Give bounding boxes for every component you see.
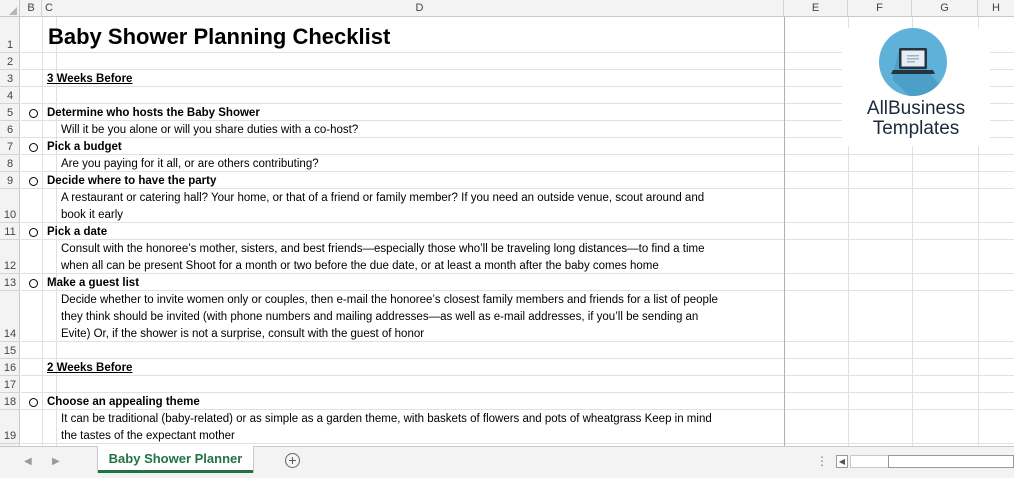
column-header-g[interactable]: G <box>912 0 978 17</box>
row-header[interactable]: 17 <box>0 376 20 393</box>
row-header[interactable]: 3 <box>0 70 20 87</box>
sheet-tab-baby-shower-planner[interactable]: Baby Shower Planner <box>98 446 253 473</box>
column-header-c[interactable]: C <box>45 2 53 14</box>
section-heading-2-weeks: 2 Weeks Before <box>47 362 133 374</box>
select-all-corner[interactable] <box>0 0 20 17</box>
row-header[interactable]: 18 <box>0 393 20 410</box>
checkbox-circle-icon[interactable] <box>29 109 38 118</box>
row-header[interactable]: 8 <box>0 155 20 172</box>
row-header[interactable]: 10 <box>0 189 20 223</box>
column-header-b[interactable]: B <box>21 0 42 17</box>
row-header[interactable]: 2 <box>0 53 20 70</box>
more-options-icon[interactable]: ⋮ <box>816 454 828 468</box>
page-title: Baby Shower Planning Checklist <box>48 24 391 49</box>
checkbox-circle-icon[interactable] <box>29 228 38 237</box>
allbusiness-templates-logo <box>842 28 990 146</box>
row-header[interactable]: 7 <box>0 138 20 155</box>
task-detail: when all can be present Shoot for a month or two before the due date, or at least a month after the baby comes home <box>61 260 659 272</box>
row-header[interactable]: 5 <box>0 104 20 121</box>
section-heading-3-weeks: 3 Weeks Before <box>47 73 133 85</box>
row-header[interactable]: 16 <box>0 359 20 376</box>
task-label: Pick a budget <box>47 141 122 153</box>
scroll-tabs-left-icon[interactable]: ◀ <box>24 456 32 467</box>
task-detail: Will it be you alone or will you share duties with a co-host? <box>61 124 359 136</box>
scroll-tabs-right-icon[interactable]: ▶ <box>52 456 60 467</box>
checkbox-circle-icon[interactable] <box>29 279 38 288</box>
task-label: Determine who hosts the Baby Shower <box>47 107 260 119</box>
column-header-bar <box>0 0 1014 17</box>
sheet-tab-bar <box>0 446 1014 478</box>
row-header[interactable]: 14 <box>0 291 20 342</box>
horizontal-scrollbar-thumb[interactable] <box>888 455 1014 468</box>
task-label: Make a guest list <box>47 277 140 289</box>
row-header[interactable]: 9 <box>0 172 20 189</box>
row-header[interactable]: 4 <box>0 87 20 104</box>
column-header-h[interactable]: H <box>992 2 1000 14</box>
column-header-f[interactable]: F <box>848 0 912 17</box>
laptop-icon <box>879 28 947 96</box>
checkbox-circle-icon[interactable] <box>29 143 38 152</box>
logo-text-line-2: Templates <box>872 118 960 139</box>
row-header[interactable]: 19 <box>0 410 20 444</box>
task-detail: Are you paying for it all, or are others contributing? <box>61 158 319 170</box>
task-detail: A restaurant or catering hall? Your home, or that of a friend or family member? If you need an outside venue, scout around and <box>61 192 705 204</box>
task-detail: Decide whether to invite women only or couples, then e-mail the honoree’s closest family members and friends for a list of people <box>61 294 718 306</box>
row-header[interactable]: 11 <box>0 223 20 240</box>
column-header-e[interactable]: E <box>784 0 848 17</box>
row-header[interactable]: 1 <box>0 17 20 53</box>
task-label: Choose an appealing theme <box>47 396 200 408</box>
logo-text-line-1: AllBusiness <box>866 98 966 119</box>
task-detail: Consult with the honoree’s mother, sisters, and best friends—especially those who’ll be traveling long distances—to find a time <box>61 243 705 255</box>
task-label: Pick a date <box>47 226 108 238</box>
column-header-d[interactable]: D <box>56 0 784 17</box>
scroll-left-arrow-icon[interactable]: ◀ <box>836 455 848 468</box>
task-detail: they think should be invited (with phone numbers and mailing addresses—as well as e-mail addresses, if you’ll be sending an <box>61 311 699 323</box>
add-sheet-icon[interactable]: + <box>285 453 300 468</box>
task-detail: book it early <box>61 209 124 221</box>
task-detail: the tastes of the expectant mother <box>61 430 235 442</box>
checkbox-circle-icon[interactable] <box>29 177 38 186</box>
task-detail: Evite) Or, if the shower is not a surprise, consult with the guest of honor <box>61 328 425 340</box>
task-label: Decide where to have the party <box>47 175 217 187</box>
row-header[interactable]: 15 <box>0 342 20 359</box>
task-detail: It can be traditional (baby-related) or as simple as a garden theme, with baskets of flowers and pots of wheatgrass Keep in mind <box>61 413 712 425</box>
row-header-bar <box>0 17 20 446</box>
row-header[interactable]: 13 <box>0 274 20 291</box>
row-header[interactable]: 12 <box>0 240 20 274</box>
checkbox-circle-icon[interactable] <box>29 398 38 407</box>
row-header[interactable]: 6 <box>0 121 20 138</box>
